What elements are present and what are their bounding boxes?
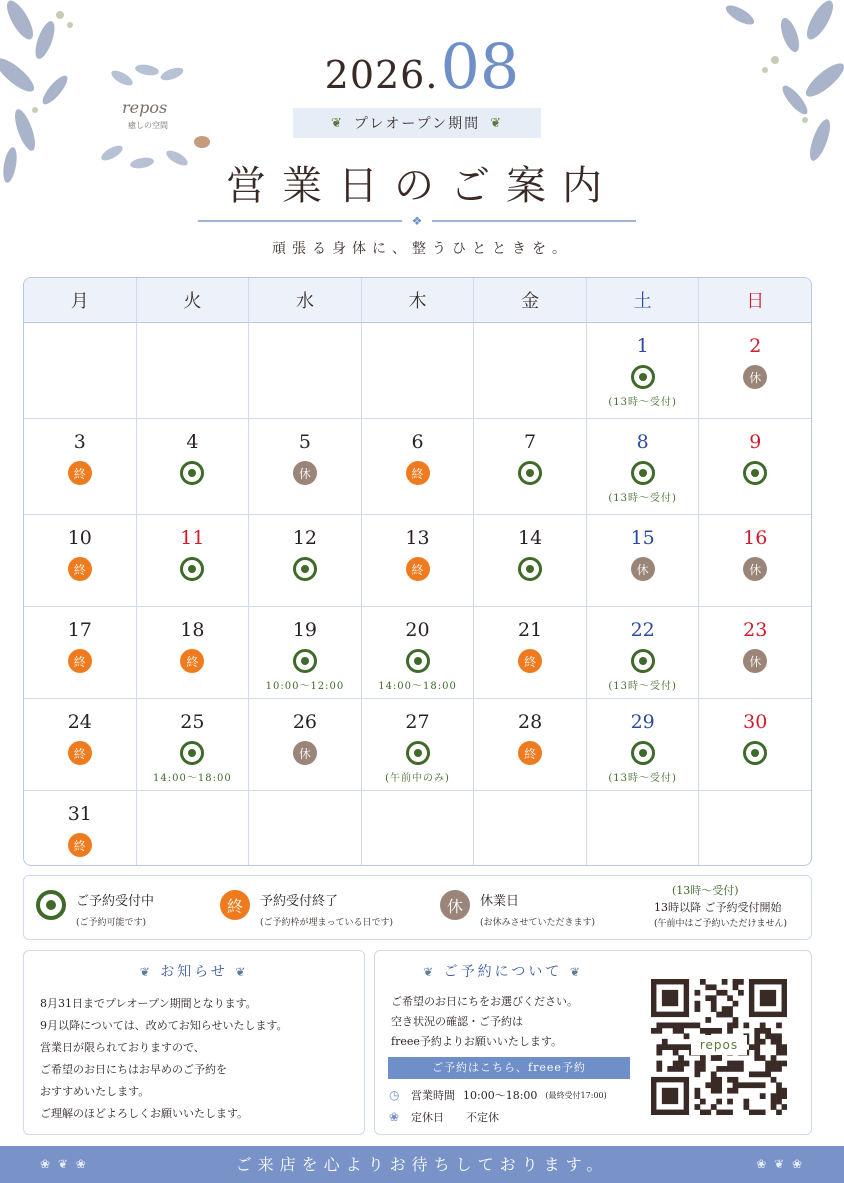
notice-line: 9月以降については、改めてお知らせいたします。 bbox=[40, 1019, 288, 1032]
legend-open-title: ご予約受付中 bbox=[76, 894, 155, 909]
calendar-day-cell[interactable] bbox=[699, 699, 811, 790]
hours-value: 10:00～18:00 bbox=[463, 1089, 538, 1102]
open-status-icon bbox=[293, 649, 317, 673]
notice-heading bbox=[24, 961, 364, 981]
closed-booking-icon: 終 bbox=[220, 890, 250, 920]
calendar-day-cell[interactable] bbox=[474, 607, 587, 698]
leaf-icon: ❦ bbox=[569, 965, 583, 979]
open-status-icon bbox=[743, 461, 767, 485]
calendar-day-cell[interactable] bbox=[699, 515, 811, 606]
leaf-icon: ❦ bbox=[490, 115, 503, 131]
legend-off-sub: (お休みさせていただきます) bbox=[480, 918, 596, 928]
day-number: 6 bbox=[411, 431, 424, 453]
legend-afternoon-tag: (13時～受付) bbox=[672, 884, 739, 897]
day-note: 10:00～12:00 bbox=[265, 681, 345, 692]
calendar-day-cell[interactable] bbox=[137, 607, 250, 698]
open-status-icon bbox=[406, 741, 430, 765]
calendar-empty-cell bbox=[24, 323, 137, 418]
open-status-icon bbox=[518, 557, 542, 581]
notice-line: おすすめいたします。 bbox=[40, 1085, 150, 1098]
reservation-line: 空き状況の確認・ご予約は bbox=[391, 1015, 523, 1028]
calendar-empty-cell bbox=[474, 323, 587, 418]
page-title: 営業日のご案内 bbox=[226, 163, 618, 209]
tagline: 頑張る身体に、整うひとときを。 bbox=[272, 241, 572, 257]
day-number: 29 bbox=[630, 711, 655, 733]
holiday-icon: 休 bbox=[293, 741, 317, 765]
calendar-day-cell[interactable] bbox=[24, 699, 137, 790]
day-number: 11 bbox=[180, 527, 205, 549]
calendar-empty-cell bbox=[699, 791, 811, 866]
preopen-badge bbox=[293, 108, 541, 138]
holiday-icon: 休 bbox=[440, 890, 470, 920]
calendar-day-cell[interactable] bbox=[474, 699, 587, 790]
logo-name: repos bbox=[122, 98, 168, 117]
calendar-day-cell[interactable] bbox=[137, 699, 250, 790]
holiday-icon: 休 bbox=[743, 557, 767, 581]
open-status-icon bbox=[293, 557, 317, 581]
leaf-icon: ❦ bbox=[139, 965, 153, 979]
calendar-day-cell[interactable] bbox=[587, 607, 700, 698]
qr-center-label: repos bbox=[691, 1035, 747, 1055]
leaf-icon: ❦ bbox=[331, 115, 344, 131]
reservation-line: ご希望のお日にちをお選びください。 bbox=[391, 995, 578, 1008]
calendar-empty-cell bbox=[474, 791, 587, 866]
calendar-day-cell[interactable] bbox=[24, 791, 137, 866]
day-note: (13時～受付) bbox=[608, 681, 677, 692]
calendar-day-cell[interactable] bbox=[587, 515, 700, 606]
weekday-sat: 土 bbox=[587, 278, 700, 322]
legend-off bbox=[440, 890, 595, 928]
open-status-icon bbox=[631, 365, 655, 389]
day-number: 5 bbox=[298, 431, 311, 453]
month: 08 bbox=[440, 30, 520, 103]
calendar-week-row bbox=[24, 607, 811, 699]
open-status-icon bbox=[406, 649, 430, 673]
weekday-tue: 火 bbox=[137, 278, 250, 322]
calendar-day-cell[interactable] bbox=[249, 419, 362, 514]
calendar-day-cell[interactable] bbox=[699, 607, 811, 698]
calendar-empty-cell bbox=[362, 791, 475, 866]
floral-ornament-icon: ❀ ❦ ❀ bbox=[40, 1157, 88, 1171]
day-number: 24 bbox=[67, 711, 92, 733]
day-number: 4 bbox=[186, 431, 199, 453]
closed-booking-icon: 終 bbox=[180, 649, 204, 673]
weekday-wed: 水 bbox=[249, 278, 362, 322]
floral-ornament-icon: ❀ ❦ ❀ bbox=[756, 1157, 804, 1171]
calendar-day-cell[interactable] bbox=[24, 419, 137, 514]
leaf-icon: ❦ bbox=[423, 965, 437, 979]
closed-booking-icon: 終 bbox=[68, 461, 92, 485]
closed-booking-icon: 終 bbox=[68, 557, 92, 581]
calendar-day-cell[interactable] bbox=[699, 323, 811, 418]
notice-box bbox=[23, 950, 365, 1135]
day-number: 2 bbox=[749, 335, 762, 357]
day-number: 31 bbox=[67, 803, 92, 825]
legend bbox=[23, 875, 812, 940]
day-number: 18 bbox=[180, 619, 205, 641]
calendar-empty-cell bbox=[137, 323, 250, 418]
calendar-day-cell[interactable] bbox=[362, 419, 475, 514]
day-note: 14:00～18:00 bbox=[153, 773, 232, 784]
calendar-day-cell[interactable] bbox=[137, 419, 250, 514]
legend-end-title: 予約受付終了 bbox=[260, 894, 339, 909]
year-month-heading bbox=[0, 30, 844, 103]
day-number: 17 bbox=[67, 619, 92, 641]
closed-value: 不定休 bbox=[466, 1111, 499, 1124]
day-number: 21 bbox=[518, 619, 543, 641]
calendar-day-cell[interactable] bbox=[474, 419, 587, 514]
day-number: 10 bbox=[67, 527, 92, 549]
calendar-day-cell[interactable] bbox=[249, 699, 362, 790]
closed-booking-icon: 終 bbox=[406, 557, 430, 581]
ornament-icon: ❖ bbox=[402, 214, 432, 228]
calendar-day-cell[interactable] bbox=[24, 515, 137, 606]
notice-title: お知らせ bbox=[160, 964, 228, 980]
day-number: 16 bbox=[743, 527, 768, 549]
calendar-empty-cell bbox=[249, 323, 362, 418]
legend-off-title: 休業日 bbox=[480, 894, 520, 909]
closed-days bbox=[389, 1109, 499, 1125]
business-hours bbox=[389, 1087, 607, 1103]
hours-label: 営業時間 bbox=[411, 1089, 455, 1102]
notice-line: ご希望のお日にちはお早めのご予約を bbox=[40, 1063, 227, 1076]
open-status-icon bbox=[631, 461, 655, 485]
calendar-day-cell[interactable] bbox=[249, 607, 362, 698]
day-number: 8 bbox=[636, 431, 649, 453]
calendar-day-cell[interactable] bbox=[24, 607, 137, 698]
qr-code[interactable] bbox=[651, 979, 787, 1115]
notice-line: 営業日が限られておりますので、 bbox=[40, 1041, 205, 1054]
closed-booking-icon: 終 bbox=[68, 833, 92, 857]
leaf-icon: ❦ bbox=[235, 965, 249, 979]
day-number: 27 bbox=[405, 711, 430, 733]
calendar-week-row bbox=[24, 791, 811, 866]
closed-booking-icon: 終 bbox=[68, 649, 92, 673]
legend-end-sub: (ご予約枠が埋まっている日です) bbox=[260, 918, 394, 928]
day-number: 20 bbox=[405, 619, 430, 641]
day-number: 25 bbox=[180, 711, 205, 733]
calendar-day-cell[interactable] bbox=[587, 419, 700, 514]
calendar-day-cell[interactable] bbox=[474, 515, 587, 606]
calendar-day-cell[interactable] bbox=[362, 699, 475, 790]
day-note: (13時～受付) bbox=[608, 397, 677, 408]
day-number: 28 bbox=[518, 711, 543, 733]
calendar-day-cell[interactable] bbox=[249, 515, 362, 606]
day-number: 7 bbox=[524, 431, 537, 453]
calendar-header bbox=[24, 278, 811, 323]
day-number: 15 bbox=[630, 527, 655, 549]
legend-afternoon-note bbox=[654, 882, 787, 933]
footer-banner bbox=[0, 1146, 844, 1183]
hours-note: (最終受付17:00) bbox=[545, 1090, 607, 1100]
reservation-button[interactable]: ご予約はこちら、freee予約 bbox=[388, 1057, 630, 1079]
weekday-fri: 金 bbox=[474, 278, 587, 322]
calendar-empty-cell bbox=[362, 323, 475, 418]
day-note: (午前中のみ) bbox=[385, 773, 450, 784]
day-number: 9 bbox=[749, 431, 762, 453]
closed-booking-icon: 終 bbox=[518, 649, 542, 673]
legend-open bbox=[36, 890, 154, 928]
day-number: 22 bbox=[630, 619, 655, 641]
open-status-icon bbox=[631, 649, 655, 673]
butterfly-icon: ❀ bbox=[389, 1110, 400, 1124]
holiday-icon: 休 bbox=[743, 649, 767, 673]
notice-line: ご理解のほどよろしくお願いいたします。 bbox=[40, 1107, 249, 1120]
closed-booking-icon: 終 bbox=[68, 741, 92, 765]
reservation-heading bbox=[375, 961, 631, 981]
reservation-title: ご予約について bbox=[443, 964, 563, 980]
day-number: 13 bbox=[405, 527, 430, 549]
day-number: 26 bbox=[292, 711, 318, 733]
day-number: 19 bbox=[292, 619, 318, 641]
calendar-day-cell[interactable] bbox=[362, 515, 475, 606]
clock-icon: ◷ bbox=[389, 1088, 400, 1102]
open-status-icon bbox=[180, 557, 204, 581]
weekday-mon: 月 bbox=[24, 278, 137, 322]
closed-booking-icon: 終 bbox=[518, 741, 542, 765]
legend-end bbox=[220, 890, 393, 928]
holiday-icon: 休 bbox=[293, 461, 317, 485]
holiday-icon: 休 bbox=[631, 557, 655, 581]
day-note: (13時～受付) bbox=[608, 493, 677, 504]
legend-open-sub: (ご予約可能です) bbox=[76, 918, 147, 928]
calendar-week-row bbox=[24, 515, 811, 607]
calendar-day-cell[interactable] bbox=[362, 607, 475, 698]
day-number: 12 bbox=[292, 527, 318, 549]
closed-label: 定休日 bbox=[411, 1111, 444, 1124]
day-number: 14 bbox=[518, 527, 543, 549]
weekday-sun: 日 bbox=[746, 291, 765, 312]
open-status-icon bbox=[36, 890, 66, 920]
year: 2026. bbox=[324, 53, 439, 97]
calendar-week-row bbox=[24, 419, 811, 515]
reservation-box bbox=[374, 950, 812, 1135]
open-status-icon bbox=[743, 741, 767, 765]
open-status-icon bbox=[180, 461, 204, 485]
closed-booking-icon: 終 bbox=[406, 461, 430, 485]
calendar-day-cell[interactable] bbox=[587, 699, 700, 790]
calendar-week-row bbox=[24, 323, 811, 419]
calendar bbox=[23, 277, 812, 866]
calendar-empty-cell bbox=[587, 791, 700, 866]
day-number: 1 bbox=[636, 335, 649, 357]
calendar-body bbox=[24, 323, 811, 866]
legend-afternoon-sub: (午前中はご予約いただけません) bbox=[654, 919, 788, 929]
holiday-icon: 休 bbox=[743, 365, 767, 389]
open-status-icon bbox=[518, 461, 542, 485]
footer-text: ご来店を心よりお待ちしております。 bbox=[235, 1155, 609, 1174]
logo-subtitle: 癒しの空間 bbox=[128, 121, 168, 130]
calendar-day-cell[interactable] bbox=[699, 419, 811, 514]
notice-line: 8月31日までプレオープン期間となります。 bbox=[40, 997, 257, 1010]
day-note: (13時～受付) bbox=[608, 773, 677, 784]
calendar-empty-cell bbox=[249, 791, 362, 866]
calendar-day-cell[interactable] bbox=[587, 323, 700, 418]
open-status-icon bbox=[180, 741, 204, 765]
preopen-label: プレオープン期間 bbox=[353, 116, 481, 132]
legend-afternoon-title: 13時以降 ご予約受付開始 bbox=[654, 901, 782, 914]
day-number: 23 bbox=[743, 619, 768, 641]
calendar-week-row bbox=[24, 699, 811, 791]
day-note: 14:00～18:00 bbox=[378, 681, 457, 692]
calendar-day-cell[interactable] bbox=[137, 515, 250, 606]
weekday-thu: 木 bbox=[362, 278, 475, 322]
open-status-icon bbox=[631, 741, 655, 765]
calendar-empty-cell bbox=[137, 791, 250, 866]
day-number: 3 bbox=[73, 431, 86, 453]
day-number: 30 bbox=[743, 711, 768, 733]
reservation-line: freee予約よりお願いいたします。 bbox=[391, 1035, 562, 1048]
